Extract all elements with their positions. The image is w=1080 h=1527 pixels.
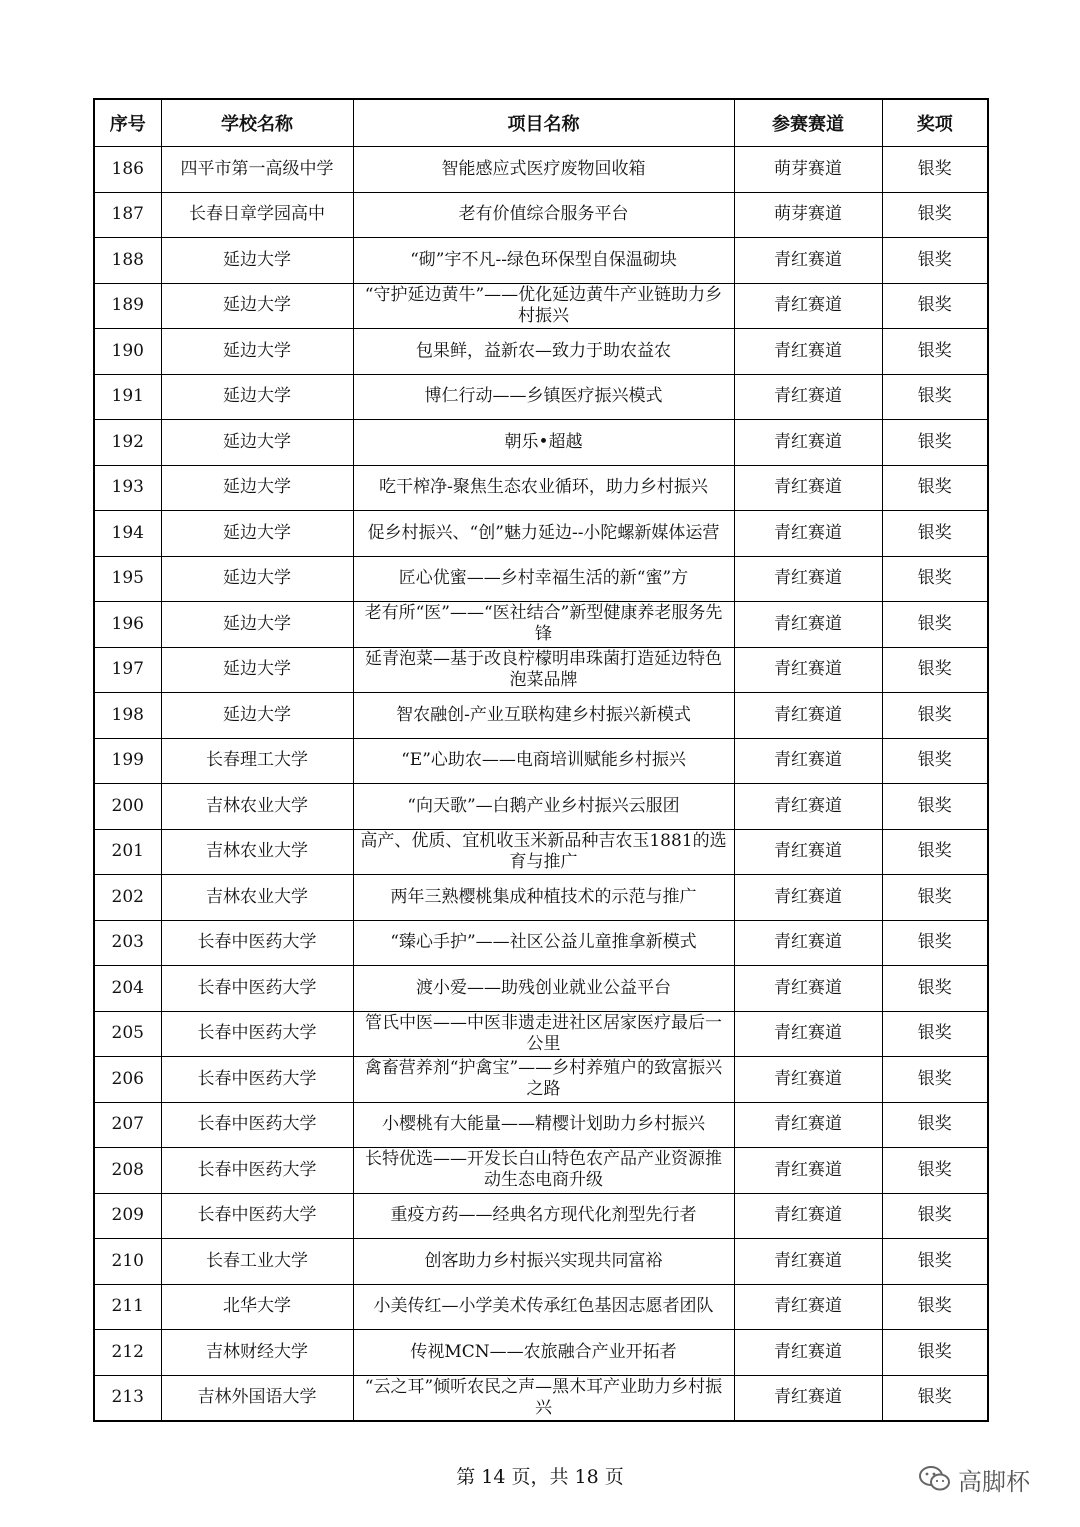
cell-track: 青红赛道: [734, 1239, 882, 1285]
cell-award: 银奖: [882, 875, 988, 921]
cell-award: 银奖: [882, 602, 988, 648]
watermark: [918, 1462, 1030, 1496]
cell-school: 长春中医药大学: [161, 1102, 353, 1148]
cell-school: 延边大学: [161, 238, 353, 284]
cell-school: 吉林农业大学: [161, 875, 353, 921]
table-row: [94, 511, 988, 557]
cell-index: 211: [94, 1284, 161, 1330]
cell-award: 银奖: [882, 693, 988, 739]
cell-project: 促乡村振兴、“创”魅力延边--小陀螺新媒体运营: [353, 511, 734, 557]
cell-track: 青红赛道: [734, 374, 882, 420]
cell-project: 吃干榨净-聚焦生态农业循环，助力乡村振兴: [353, 465, 734, 511]
cell-index: 187: [94, 192, 161, 238]
cell-project: 重疫方药——经典名方现代化剂型先行者: [353, 1193, 734, 1239]
cell-project: 延青泡菜—基于改良柠檬明串珠菌打造延边特色泡菜品牌: [353, 647, 734, 693]
cell-award: 银奖: [882, 1148, 988, 1194]
cell-school: 长春中医药大学: [161, 1148, 353, 1194]
cell-track: 萌芽赛道: [734, 147, 882, 193]
cell-school: 延边大学: [161, 283, 353, 329]
watermark-text: 高脚杯: [958, 1467, 1030, 1496]
cell-index: 206: [94, 1057, 161, 1103]
cell-school: 四平市第一高级中学: [161, 147, 353, 193]
cell-award: 银奖: [882, 511, 988, 557]
cell-index: 208: [94, 1148, 161, 1194]
table-row: [94, 556, 988, 602]
cell-project: 禽畜营养剂“护禽宝”——乡村养殖户的致富振兴之路: [353, 1057, 734, 1103]
cell-award: 银奖: [882, 374, 988, 420]
cell-index: 212: [94, 1330, 161, 1376]
table-header-row: [94, 99, 988, 147]
cell-index: 188: [94, 238, 161, 284]
cell-school: 长春日章学园高中: [161, 192, 353, 238]
cell-track: 青红赛道: [734, 238, 882, 284]
table-row: [94, 738, 988, 784]
cell-track: 青红赛道: [734, 784, 882, 830]
header-award: 奖项: [882, 99, 988, 147]
cell-school: 长春中医药大学: [161, 966, 353, 1012]
cell-index: 197: [94, 647, 161, 693]
cell-project: 老有价值综合服务平台: [353, 192, 734, 238]
table-row: [94, 1011, 988, 1057]
table-row: [94, 1148, 988, 1194]
cell-award: 银奖: [882, 1330, 988, 1376]
cell-school: 延边大学: [161, 420, 353, 466]
cell-project: 智农融创-产业互联构建乡村振兴新模式: [353, 693, 734, 739]
cell-school: 长春理工大学: [161, 738, 353, 784]
cell-school: 长春中医药大学: [161, 1011, 353, 1057]
cell-school: 延边大学: [161, 556, 353, 602]
table-row: [94, 283, 988, 329]
cell-track: 青红赛道: [734, 511, 882, 557]
cell-index: 193: [94, 465, 161, 511]
award-table: [93, 98, 989, 1422]
cell-track: 青红赛道: [734, 602, 882, 648]
cell-track: 青红赛道: [734, 556, 882, 602]
cell-index: 194: [94, 511, 161, 557]
cell-project: “云之耳”倾听农民之声—黑木耳产业助力乡村振兴: [353, 1375, 734, 1421]
cell-project: 智能感应式医疗废物回收箱: [353, 147, 734, 193]
cell-track: 青红赛道: [734, 329, 882, 375]
cell-index: 190: [94, 329, 161, 375]
cell-project: “砌”宇不凡--绿色环保型自保温砌块: [353, 238, 734, 284]
cell-school: 延边大学: [161, 602, 353, 648]
wechat-icon: [918, 1464, 952, 1494]
cell-index: 199: [94, 738, 161, 784]
cell-project: 高产、优质、宜机收玉米新品种吉农玉1881的选育与推广: [353, 829, 734, 875]
cell-award: 银奖: [882, 1102, 988, 1148]
table-row: [94, 238, 988, 284]
cell-project: 渡小爱——助残创业就业公益平台: [353, 966, 734, 1012]
cell-school: 吉林农业大学: [161, 784, 353, 830]
table-row: [94, 1375, 988, 1421]
cell-project: 创客助力乡村振兴实现共同富裕: [353, 1239, 734, 1285]
cell-award: 银奖: [882, 1239, 988, 1285]
cell-track: 青红赛道: [734, 920, 882, 966]
cell-track: 青红赛道: [734, 647, 882, 693]
cell-track: 青红赛道: [734, 738, 882, 784]
cell-track: 青红赛道: [734, 875, 882, 921]
cell-project: 传视MCN——农旅融合产业开拓者: [353, 1330, 734, 1376]
table-row: [94, 192, 988, 238]
cell-index: 204: [94, 966, 161, 1012]
cell-school: 延边大学: [161, 647, 353, 693]
header-track: 参赛赛道: [734, 99, 882, 147]
cell-index: 210: [94, 1239, 161, 1285]
cell-index: 201: [94, 829, 161, 875]
cell-award: 银奖: [882, 784, 988, 830]
header-project: 项目名称: [353, 99, 734, 147]
header-index: 序号: [94, 99, 161, 147]
cell-school: 延边大学: [161, 465, 353, 511]
cell-index: 203: [94, 920, 161, 966]
cell-track: 青红赛道: [734, 1375, 882, 1421]
cell-track: 青红赛道: [734, 283, 882, 329]
table-row: [94, 1193, 988, 1239]
cell-track: 青红赛道: [734, 693, 882, 739]
cell-track: 青红赛道: [734, 420, 882, 466]
cell-school: 吉林财经大学: [161, 1330, 353, 1376]
cell-school: 吉林农业大学: [161, 829, 353, 875]
cell-index: 189: [94, 283, 161, 329]
table-row: [94, 966, 988, 1012]
cell-award: 银奖: [882, 1284, 988, 1330]
cell-index: 202: [94, 875, 161, 921]
cell-award: 银奖: [882, 192, 988, 238]
cell-track: 青红赛道: [734, 465, 882, 511]
cell-project: 老有所“医”——“医社结合”新型健康养老服务先锋: [353, 602, 734, 648]
cell-project: “E”心助农——电商培训赋能乡村振兴: [353, 738, 734, 784]
table-row: [94, 647, 988, 693]
cell-project: 长特优选——开发长白山特色农产品产业资源推动生态电商升级: [353, 1148, 734, 1194]
cell-school: 延边大学: [161, 374, 353, 420]
table-row: [94, 602, 988, 648]
cell-index: 207: [94, 1102, 161, 1148]
cell-track: 萌芽赛道: [734, 192, 882, 238]
cell-project: “臻心手护”——社区公益儿童推拿新模式: [353, 920, 734, 966]
cell-award: 银奖: [882, 147, 988, 193]
cell-project: 匠心优蜜——乡村幸福生活的新“蜜”方: [353, 556, 734, 602]
table-row: [94, 1102, 988, 1148]
cell-track: 青红赛道: [734, 1330, 882, 1376]
cell-track: 青红赛道: [734, 1102, 882, 1148]
cell-award: 银奖: [882, 238, 988, 284]
cell-award: 银奖: [882, 1011, 988, 1057]
cell-award: 银奖: [882, 329, 988, 375]
cell-award: 银奖: [882, 1057, 988, 1103]
cell-track: 青红赛道: [734, 966, 882, 1012]
table-row: [94, 920, 988, 966]
cell-index: 191: [94, 374, 161, 420]
cell-award: 银奖: [882, 465, 988, 511]
cell-project: 小樱桃有大能量——精樱计划助力乡村振兴: [353, 1102, 734, 1148]
cell-school: 延边大学: [161, 693, 353, 739]
cell-award: 银奖: [882, 556, 988, 602]
header-school: 学校名称: [161, 99, 353, 147]
cell-award: 银奖: [882, 829, 988, 875]
cell-school: 吉林外国语大学: [161, 1375, 353, 1421]
cell-index: 186: [94, 147, 161, 193]
cell-school: 北华大学: [161, 1284, 353, 1330]
table-row: [94, 1057, 988, 1103]
cell-project: “守护延边黄牛”——优化延边黄牛产业链助力乡村振兴: [353, 283, 734, 329]
cell-track: 青红赛道: [734, 829, 882, 875]
table-row: [94, 1239, 988, 1285]
cell-project: 小美传红—小学美术传承红色基因志愿者团队: [353, 1284, 734, 1330]
cell-project: 博仁行动——乡镇医疗振兴模式: [353, 374, 734, 420]
table-row: [94, 1284, 988, 1330]
cell-school: 长春中医药大学: [161, 920, 353, 966]
table-row: [94, 420, 988, 466]
cell-project: 管氏中医——中医非遗走进社区居家医疗最后一公里: [353, 1011, 734, 1057]
cell-award: 银奖: [882, 420, 988, 466]
cell-index: 195: [94, 556, 161, 602]
cell-school: 长春中医药大学: [161, 1193, 353, 1239]
cell-project: 朝乐•超越: [353, 420, 734, 466]
cell-school: 长春工业大学: [161, 1239, 353, 1285]
table-row: [94, 374, 988, 420]
cell-index: 198: [94, 693, 161, 739]
table-row: [94, 465, 988, 511]
table-row: [94, 875, 988, 921]
cell-school: 延边大学: [161, 329, 353, 375]
cell-project: “向天歌”—白鹅产业乡村振兴云服团: [353, 784, 734, 830]
cell-award: 银奖: [882, 966, 988, 1012]
cell-track: 青红赛道: [734, 1148, 882, 1194]
cell-track: 青红赛道: [734, 1057, 882, 1103]
cell-school: 长春中医药大学: [161, 1057, 353, 1103]
cell-track: 青红赛道: [734, 1011, 882, 1057]
table-row: [94, 1330, 988, 1376]
cell-index: 213: [94, 1375, 161, 1421]
cell-index: 196: [94, 602, 161, 648]
page-number: 第 14 页，共 18 页: [456, 1466, 624, 1488]
cell-index: 209: [94, 1193, 161, 1239]
cell-award: 银奖: [882, 920, 988, 966]
table-body: [94, 147, 988, 1422]
cell-index: 200: [94, 784, 161, 830]
table-row: [94, 784, 988, 830]
cell-award: 银奖: [882, 1375, 988, 1421]
cell-award: 银奖: [882, 647, 988, 693]
cell-track: 青红赛道: [734, 1193, 882, 1239]
table-row: [94, 829, 988, 875]
cell-school: 延边大学: [161, 511, 353, 557]
table-row: [94, 693, 988, 739]
cell-index: 192: [94, 420, 161, 466]
table-row: [94, 329, 988, 375]
cell-track: 青红赛道: [734, 1284, 882, 1330]
cell-project: 两年三熟樱桃集成种植技术的示范与推广: [353, 875, 734, 921]
cell-award: 银奖: [882, 1193, 988, 1239]
cell-award: 银奖: [882, 738, 988, 784]
cell-project: 包果鲜，益新农—致力于助农益农: [353, 329, 734, 375]
cell-award: 银奖: [882, 283, 988, 329]
cell-index: 205: [94, 1011, 161, 1057]
table-row: [94, 147, 988, 193]
